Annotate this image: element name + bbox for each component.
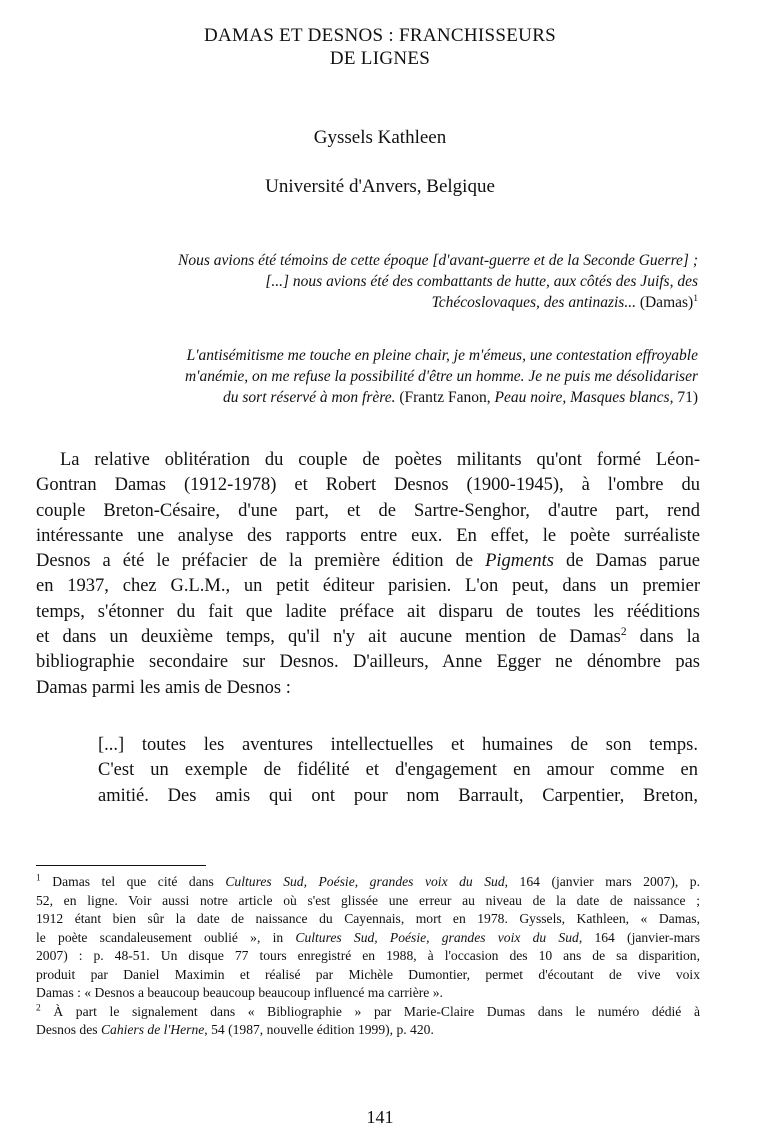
title-line: DAMAS ET DESNOS : FRANCHISSEURS <box>203 25 557 46</box>
line-text: et dans un deuxième temps, qu'il n'y ait aucune mention de Damas <box>36 627 621 648</box>
epigraph-fanon <box>36 345 698 408</box>
attribution-prefix: (Frantz Fanon, <box>399 389 495 406</box>
paragraph-line: en 1937, chez G.L.M., un petit éditeur parisien. L'on peut, dans un premier <box>36 576 700 597</box>
footnote-line: produit par Daniel Maximin et réalisé par Michèle Dumontier, permet d'écoutant de vive voix <box>36 966 700 982</box>
paragraph-line: Damas parmi les amis de Desnos : <box>36 677 291 698</box>
footnote-line <box>36 929 700 948</box>
title-line: DE LIGNES <box>329 48 431 69</box>
cited-work: Pigments <box>485 551 554 572</box>
epigraph-text: du sort réservé à mon frère. <box>223 389 396 406</box>
epigraph-text: Tchécoslovaques, des antinazis... <box>431 294 636 311</box>
author-affiliation: Université d'Anvers, Belgique <box>265 176 495 197</box>
footnote-line: Damas : « Desnos a beaucoup beaucoup beaucoup influencé ma carrière ». <box>36 985 443 1000</box>
epigraph-line: Nous avions été témoins de cette époque [d'avant-guerre et de la Seconde Guerre] ; <box>178 252 698 269</box>
block-quotation <box>98 733 698 809</box>
quote-line: [...] toutes les aventures intellectuelles et humaines de son temps. <box>98 735 698 755</box>
paragraph-line: Gontran Damas (1912-1978) et Robert Desnos (1900-1945), à l'ombre du <box>36 475 700 496</box>
paragraph-line: temps, s'étonner du fait que ladite préface ait disparu de toutes les rééditions <box>36 601 700 622</box>
body-paragraph <box>36 448 700 701</box>
author-name: Gyssels Kathleen <box>313 127 447 148</box>
attribution-suffix: 71) <box>673 389 698 406</box>
paragraph-line: intéressante une analyse des rapports entre eux. En effet, le poète surréaliste <box>36 525 700 546</box>
footnote-ref[interactable]: 2 <box>620 625 627 638</box>
footnote-separator <box>36 865 206 866</box>
article-title <box>140 24 620 70</box>
footnote-line <box>36 873 700 892</box>
footnote-text: À part le signalement dans « Bibliographie » par Marie-Claire Dumas dans le numéro dédié à <box>40 1003 700 1019</box>
epigraph-attribution: (Damas) <box>639 294 694 311</box>
footnote-text: Desnos des <box>36 1022 101 1037</box>
footnote-line: 2007) : p. 48-51. Un disque 77 tours enregistré en 1988, à l'occasion des 10 ans de sa disparition, <box>36 948 700 963</box>
cited-work: Cahiers de l'Herne <box>100 1022 205 1037</box>
epigraph-attribution <box>399 389 698 406</box>
epigraph-damas <box>36 250 698 313</box>
footnote-text: , 54 (1987, nouvelle édition 1999), p. 420. <box>204 1022 434 1037</box>
epigraph-line: m'anémie, on me refuse la possibilité d'être un homme. Je ne puis me désolidariser <box>184 368 698 385</box>
paragraph-line: bibliographie secondaire sur Desnos. D'ailleurs, Anne Egger ne dénombre pas <box>36 652 700 673</box>
footnote-text: , 164 (janvier mars 2007), p. <box>504 874 700 889</box>
quote-line: C'est un exemple de fidélité et d'engagement en amour comme en <box>98 760 698 781</box>
line-text: dans la <box>626 627 700 648</box>
footnote-text: Damas tel que cité dans <box>40 874 226 889</box>
line-text: Desnos a été le préfacier de la première édition de <box>36 551 486 572</box>
footnote-line <box>36 1021 700 1040</box>
footnote-text: , 164 (janvier-mars <box>578 929 700 945</box>
paragraph-line <box>36 625 700 650</box>
footnote-number: 2 <box>36 1002 41 1013</box>
footnote-line <box>36 1003 700 1022</box>
cited-work: Peau noire, Masques blancs, <box>494 389 674 406</box>
cited-work: Cultures Sud, Poésie, grandes voix du Sud <box>295 929 579 945</box>
cited-work: Cultures Sud, Poésie, grandes voix du Sud <box>225 874 505 889</box>
epigraph-line <box>36 292 698 313</box>
footnote-number: 1 <box>36 873 41 884</box>
epigraph-line: L'antisémitisme me touche en pleine chair, je m'émeus, une contestation effroyable <box>186 347 698 364</box>
quote-line: amitié. Des amis qui ont pour nom Barrault, Carpentier, Breton, <box>98 785 698 806</box>
footnote-line: 52, en ligne. Voir aussi notre article où s'est glissée une erreur au niveau de la date de naissance ; <box>36 892 700 908</box>
epigraph-line: [...] nous avions été des combattants de hutte, aux côtés des Juifs, des <box>265 273 698 290</box>
epigraph-line <box>36 387 698 408</box>
line-text: de Damas parue <box>553 551 701 572</box>
footnote-ref[interactable]: 1 <box>693 292 698 304</box>
page-number: 141 <box>366 1107 394 1127</box>
footnote-text: le poète scandaleusement oublié », in <box>36 929 296 945</box>
footnote-line: 1912 étant bien sûr la date de naissance du Cayennais, mort en 1978. Gyssels, Kathleen, « Damas, <box>36 911 700 926</box>
paragraph-line: La relative oblitération du couple de poètes militants qu'ont formé Léon- <box>60 450 700 470</box>
paragraph-line <box>36 549 700 574</box>
paragraph-line: couple Breton-Césaire, d'une part, et de Sartre-Senghor, d'autre part, rend <box>36 500 700 521</box>
footnotes <box>36 873 700 1040</box>
